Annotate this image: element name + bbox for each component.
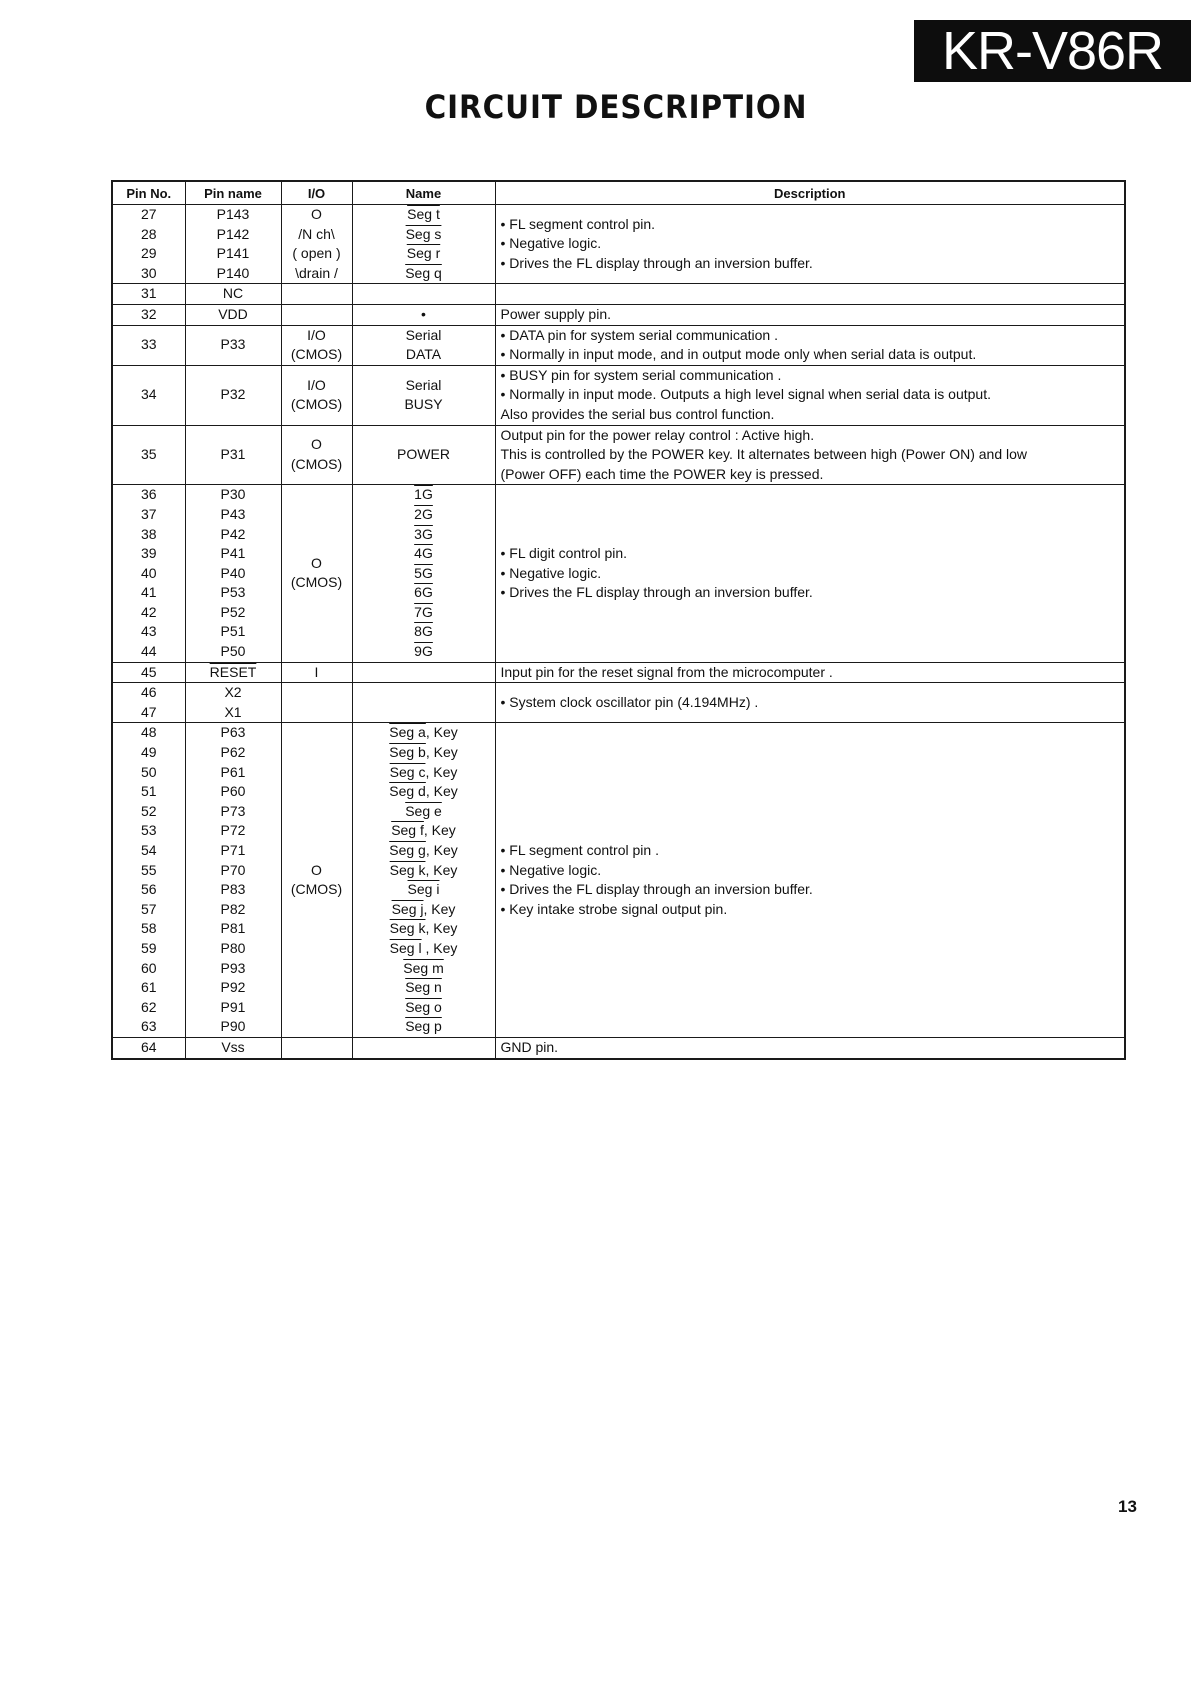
signal-name: [358, 998, 490, 1018]
signal-name: [358, 225, 490, 245]
signal-name: [358, 622, 490, 642]
signal-name-text: 1G: [414, 486, 433, 503]
table-row: [112, 723, 1125, 1038]
pin-number: 46: [140, 684, 157, 701]
pin-number: 38: [140, 525, 157, 542]
pin-number: 43: [140, 623, 157, 640]
pin-number: 53: [140, 822, 157, 839]
pin-number-cell: [112, 425, 185, 485]
signal-name-suffix: , Key: [425, 744, 458, 761]
signal-name-cell: [352, 365, 495, 425]
table-header-row: [112, 181, 1125, 205]
signal-name: [358, 642, 490, 662]
pin-number: 55: [140, 861, 157, 878]
signal-name-cell: [352, 325, 495, 365]
description-cell: [495, 205, 1125, 284]
description-line: • System clock oscillator pin (4.194MHz) .: [500, 694, 759, 711]
io-cell: [281, 723, 352, 1038]
description-line: • Negative logic.: [500, 564, 602, 581]
pin-name: P62: [220, 744, 246, 761]
pin-name: P52: [220, 603, 246, 620]
pin-name: P91: [220, 998, 246, 1015]
pin-name: P80: [220, 939, 246, 956]
pin-name: P42: [220, 525, 246, 542]
io-cell: [281, 365, 352, 425]
pin-number: 32: [140, 305, 157, 322]
signal-name-text: Seg b: [389, 744, 426, 761]
pin-number: 56: [140, 881, 157, 898]
signal-name-text: 8G: [414, 623, 433, 640]
pin-number: 59: [140, 939, 157, 956]
pin-number-cell: [112, 683, 185, 723]
pin-name-cell: [185, 365, 281, 425]
signal-name: [358, 743, 490, 763]
pin-name: Vss: [221, 1038, 245, 1055]
table-row: [112, 284, 1125, 305]
signal-name-text: BUSY: [404, 396, 443, 413]
pin-number: 57: [140, 900, 157, 917]
pin-number-cell: [112, 284, 185, 305]
pin-number: 52: [140, 802, 157, 819]
page-number: 13: [1118, 1497, 1137, 1516]
pin-name: P60: [220, 783, 246, 800]
pin-name-cell: [185, 683, 281, 723]
pin-name: X1: [224, 703, 242, 720]
pin-number: 63: [140, 1018, 157, 1035]
pin-name: P43: [220, 505, 246, 522]
signal-name: [358, 264, 490, 284]
io-type: (CMOS): [290, 881, 343, 898]
pin-name: P32: [220, 386, 246, 403]
pin-name: P41: [220, 545, 246, 562]
pin-number: 37: [140, 505, 157, 522]
io-type: I/O: [307, 376, 326, 393]
io-cell: [281, 325, 352, 365]
signal-name-suffix: , Key: [425, 861, 458, 878]
pin-name: P73: [220, 802, 246, 819]
description-line: • Negative logic.: [500, 861, 602, 878]
signal-name: [358, 445, 490, 465]
io-type: (CMOS): [290, 396, 343, 413]
signal-name-cell: [352, 683, 495, 723]
io-type: I: [314, 663, 319, 680]
io-cell: [281, 304, 352, 325]
signal-name-text: Seg q: [405, 264, 442, 281]
pin-number: 30: [140, 264, 157, 281]
pin-number: 49: [140, 744, 157, 761]
signal-name: [358, 821, 490, 841]
pin-number: 50: [140, 763, 157, 780]
signal-name: [358, 205, 490, 225]
signal-name-text: 5G: [414, 564, 433, 581]
description-line: Also provides the serial bus control function.: [500, 405, 775, 422]
signal-name-suffix: , Key: [423, 900, 456, 917]
pin-number: 31: [140, 285, 157, 302]
io-cell: [281, 205, 352, 284]
io-type: O: [311, 206, 322, 222]
signal-name: [358, 564, 490, 584]
description-line: Output pin for the power relay control : Active high.: [500, 426, 815, 443]
signal-name-cell: [352, 662, 495, 683]
signal-name: [358, 900, 490, 920]
signal-name-suffix: , Key: [423, 822, 456, 839]
pin-number: 35: [140, 446, 157, 463]
pin-name: P30: [220, 486, 246, 503]
pin-number-cell: [112, 485, 185, 662]
signal-name: [358, 544, 490, 564]
signal-name-cell: [352, 723, 495, 1038]
pin-number-cell: [112, 325, 185, 365]
description-line: • BUSY pin for system serial communication .: [500, 366, 782, 383]
signal-name: [358, 782, 490, 802]
io-type: O: [311, 861, 322, 878]
io-cell: [281, 485, 352, 662]
description-cell: [495, 365, 1125, 425]
pin-name: P72: [220, 822, 246, 839]
table-row: [112, 683, 1125, 723]
signal-name: [358, 345, 490, 365]
pin-number: 64: [140, 1038, 157, 1055]
signal-name-cell: [352, 485, 495, 662]
pin-number: 34: [140, 386, 157, 403]
description-line: • FL segment control pin.: [500, 215, 656, 232]
io-type: (CMOS): [290, 455, 343, 472]
signal-name: [358, 939, 490, 959]
io-type: (CMOS): [290, 574, 343, 591]
description-line: • FL segment control pin .: [500, 842, 659, 858]
description-line: • Drives the FL display through an inversion buffer.: [500, 881, 813, 898]
signal-name: [358, 376, 490, 396]
pin-name: RESET: [209, 663, 257, 680]
signal-name-text: Seg r: [406, 245, 441, 262]
column-header-pin-name: Pin name: [185, 181, 281, 205]
pin-name: P53: [220, 584, 246, 601]
io-type: O: [311, 436, 322, 453]
pin-number: 54: [140, 842, 157, 858]
signal-name: [358, 244, 490, 264]
signal-name-text: Seg k: [389, 920, 426, 937]
pin-name: NC: [222, 285, 244, 302]
signal-name-text: Serial: [405, 326, 442, 343]
signal-name: [358, 723, 490, 743]
io-type: (CMOS): [290, 346, 343, 363]
description-line: This is controlled by the POWER key. It alternates between high (Power ON) and low: [500, 446, 1028, 463]
description-line: • DATA pin for system serial communication .: [500, 326, 778, 343]
page-title: CIRCUIT DESCRIPTION: [424, 88, 808, 126]
pin-name: P50: [220, 643, 246, 660]
model-badge: KR-V86R: [914, 20, 1191, 82]
io-type: I/O: [307, 326, 326, 343]
pin-name: P33: [220, 336, 246, 353]
signal-name-text: Seg m: [403, 959, 444, 976]
io-cell: [281, 683, 352, 723]
pin-number: 60: [140, 959, 157, 976]
pin-name: P81: [220, 920, 246, 937]
signal-name-text: Seg i: [407, 881, 440, 898]
pin-number: 44: [140, 643, 157, 660]
table-body: [112, 205, 1125, 1059]
io-cell: [281, 1037, 352, 1058]
signal-name: [358, 505, 490, 525]
description-line: • Key intake strobe signal output pin.: [500, 900, 728, 917]
pin-name: P70: [220, 861, 246, 878]
description-line: Input pin for the reset signal from the microcomputer .: [500, 663, 833, 680]
signal-name-text: Seg l: [389, 939, 422, 956]
pin-name: P31: [220, 446, 246, 463]
signal-name-text: 6G: [414, 584, 433, 601]
signal-name: [358, 583, 490, 603]
pin-name: VDD: [218, 305, 248, 322]
pin-name-cell: [185, 662, 281, 683]
pin-number-cell: [112, 365, 185, 425]
pin-number-cell: [112, 662, 185, 683]
column-header-description: Description: [495, 181, 1125, 205]
pin-name: P141: [216, 245, 250, 262]
io-type: /N ch\: [298, 225, 335, 242]
description-cell: [495, 683, 1125, 723]
pin-name: P142: [216, 225, 250, 242]
signal-name: [358, 919, 490, 939]
pin-name-cell: [185, 325, 281, 365]
signal-name-suffix: , Key: [425, 724, 458, 741]
pin-number: 41: [140, 584, 157, 601]
pin-number: 58: [140, 920, 157, 937]
signal-name-text: 3G: [414, 525, 433, 542]
io-type: O: [311, 554, 322, 571]
signal-name: [358, 326, 490, 346]
description-cell: [495, 1037, 1125, 1058]
column-header-name: Name: [352, 181, 495, 205]
signal-name-cell: [352, 284, 495, 305]
signal-name: [358, 305, 490, 325]
table-row: [112, 325, 1125, 365]
description-line: GND pin.: [500, 1038, 559, 1055]
pin-name: P82: [220, 900, 246, 917]
pin-number-cell: [112, 205, 185, 284]
pin-number: 48: [140, 724, 157, 741]
pin-number: 40: [140, 564, 157, 581]
description-cell: [495, 485, 1125, 662]
signal-name-text: Seg s: [405, 225, 442, 242]
signal-name-text: Seg p: [405, 1018, 442, 1035]
pin-name: P93: [220, 959, 246, 976]
table-row: [112, 485, 1125, 662]
signal-name: [358, 959, 490, 979]
signal-name-text: DATA: [405, 346, 442, 363]
description-line: • Normally in input mode. Outputs a high level signal when serial data is output.: [500, 386, 991, 403]
description-line: • Normally in input mode, and in output mode only when serial data is output.: [500, 346, 977, 363]
signal-name-text: 7G: [414, 603, 433, 620]
signal-name-cell: [352, 304, 495, 325]
table-row: [112, 425, 1125, 485]
table-row: [112, 365, 1125, 425]
signal-name: [358, 978, 490, 998]
pin-name: X2: [224, 684, 242, 701]
signal-name: [358, 485, 490, 505]
pin-number: 28: [140, 225, 157, 242]
pin-name-cell: [185, 1037, 281, 1058]
signal-name-text: Seg j: [391, 900, 424, 917]
table-row: [112, 662, 1125, 683]
table-row: [112, 304, 1125, 325]
pin-number: 47: [140, 703, 157, 720]
description-cell: [495, 325, 1125, 365]
signal-name-suffix: , Key: [425, 842, 458, 858]
pin-name: P63: [220, 724, 246, 741]
pin-number: 39: [140, 545, 157, 562]
description-cell: [495, 425, 1125, 485]
signal-name-suffix: , Key: [425, 920, 458, 937]
io-cell: [281, 425, 352, 485]
pin-name: P40: [220, 564, 246, 581]
signal-name-text: Seg n: [405, 979, 442, 996]
signal-name-text: 9G: [414, 643, 433, 660]
description-line: (Power OFF) each time the POWER key is pressed.: [500, 465, 824, 482]
description-line: • Negative logic.: [500, 235, 602, 252]
pin-name: P83: [220, 881, 246, 898]
signal-name-text: Seg o: [405, 998, 442, 1015]
signal-name-suffix: , Key: [421, 939, 458, 956]
table-row: [112, 1037, 1125, 1058]
signal-name-text: 4G: [414, 545, 433, 562]
signal-name-text: Seg d: [389, 783, 426, 800]
description-cell: [495, 662, 1125, 683]
pin-number: 27: [140, 206, 157, 222]
signal-name: [358, 861, 490, 881]
signal-name-text: Serial: [405, 376, 442, 393]
pin-number-cell: [112, 304, 185, 325]
signal-name-cell: [352, 205, 495, 284]
io-cell: [281, 284, 352, 305]
description-cell: [495, 284, 1125, 305]
signal-name-text: Seg k: [389, 861, 426, 878]
pin-table: [111, 180, 1126, 1060]
pin-name-cell: [185, 425, 281, 485]
description-line: • FL digit control pin.: [500, 545, 628, 562]
signal-name-suffix: , Key: [425, 783, 458, 800]
signal-name-text: POWER: [397, 446, 450, 463]
pin-number-cell: [112, 1037, 185, 1058]
signal-name-suffix: , Key: [425, 763, 458, 780]
signal-name-text: Seg e: [405, 802, 442, 819]
pin-name: P51: [220, 623, 246, 640]
signal-name-text: Seg g: [389, 842, 426, 858]
description-line: • Drives the FL display through an inversion buffer.: [500, 254, 813, 271]
column-header-io: I/O: [281, 181, 352, 205]
signal-name: [358, 525, 490, 545]
description-cell: [495, 723, 1125, 1038]
signal-name-text: Seg f: [391, 822, 424, 839]
signal-name-cell: [352, 1037, 495, 1058]
table-row: [112, 205, 1125, 284]
pin-name-cell: [185, 284, 281, 305]
pin-number-cell: [112, 723, 185, 1038]
signal-name: [358, 395, 490, 415]
pin-number: 29: [140, 245, 157, 262]
io-type: ( open ): [292, 245, 341, 262]
pin-name-cell: [185, 723, 281, 1038]
pin-number: 51: [140, 783, 157, 800]
signal-name-cell: [352, 425, 495, 485]
signal-name: [358, 603, 490, 623]
signal-name-text: •: [421, 305, 426, 322]
pin-name-cell: [185, 485, 281, 662]
pin-number: 45: [140, 663, 157, 680]
pin-number: 33: [140, 336, 157, 353]
pin-name-cell: [185, 205, 281, 284]
signal-name-text: 2G: [414, 505, 433, 522]
signal-name-text: Seg c: [389, 763, 426, 780]
pin-name-cell: [185, 304, 281, 325]
io-cell: [281, 662, 352, 683]
signal-name-text: Seg a: [389, 724, 426, 741]
pin-name: P140: [216, 264, 250, 281]
pin-name: P71: [220, 842, 246, 858]
description-line: Power supply pin.: [500, 305, 612, 322]
pin-number: 61: [140, 979, 157, 996]
signal-name: [358, 880, 490, 900]
description-cell: [495, 304, 1125, 325]
pin-number: 42: [140, 603, 157, 620]
pin-name: P90: [220, 1018, 246, 1035]
signal-name: [358, 841, 490, 861]
io-type: \drain /: [295, 264, 338, 281]
pin-number: 36: [140, 486, 157, 503]
pin-number: 62: [140, 998, 157, 1015]
description-line: • Drives the FL display through an inversion buffer.: [500, 584, 813, 601]
signal-name: [358, 802, 490, 822]
signal-name: [358, 1017, 490, 1037]
column-header-pin-no: Pin No.: [112, 181, 185, 205]
pin-name: P92: [220, 979, 246, 996]
signal-name-text: Seg t: [407, 206, 440, 222]
signal-name: [358, 763, 490, 783]
pin-name: P143: [216, 206, 250, 222]
pin-name: P61: [220, 763, 246, 780]
